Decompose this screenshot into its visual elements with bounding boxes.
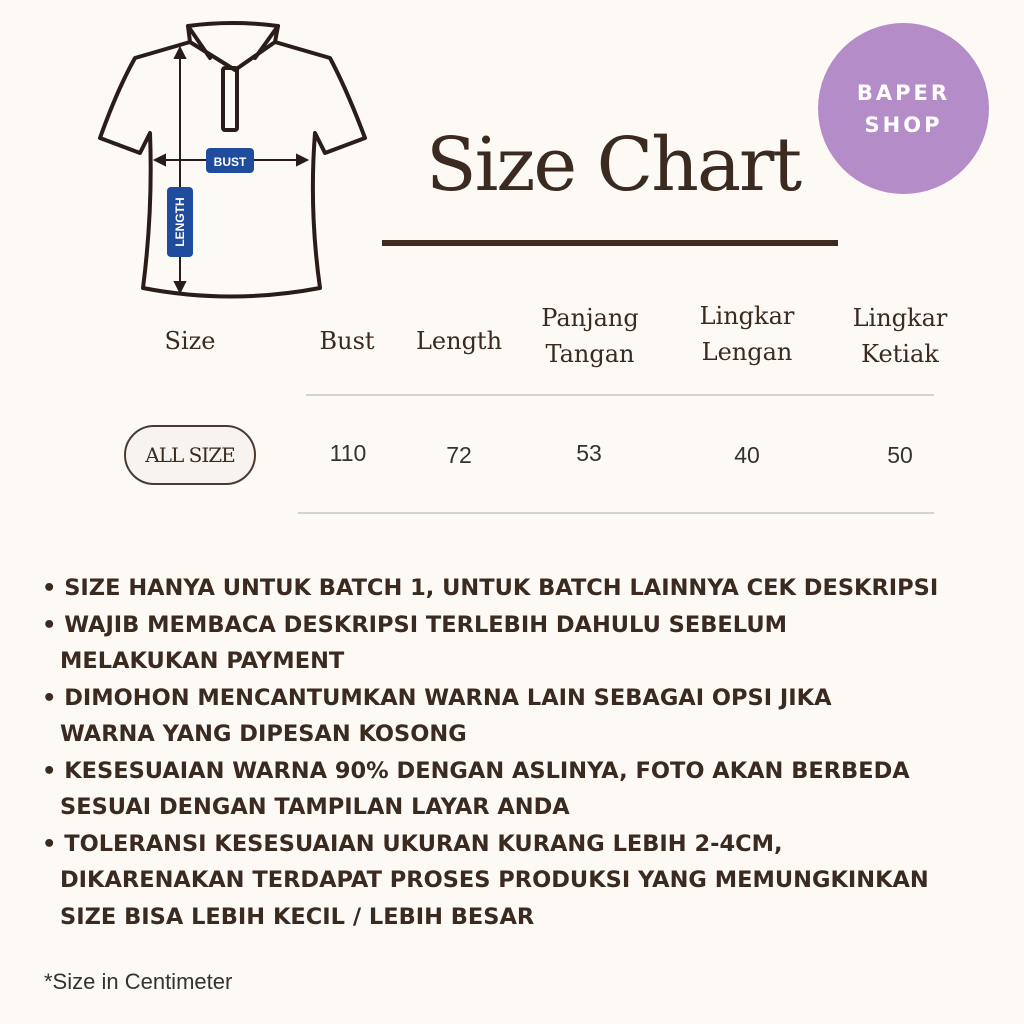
- header-panjang-tangan-line-2: Tangan: [545, 340, 635, 368]
- header-lingkar-lengan: [677, 298, 817, 370]
- header-size: Size: [164, 327, 216, 355]
- note-item: • DIMOHON MENCANTUMKAN WARNA LAIN SEBAGAI OPSI JIKA WARNA YANG DIPESAN KOSONG: [42, 680, 1002, 753]
- table-divider-bottom: [298, 512, 934, 514]
- shirt-diagram: [95, 20, 370, 305]
- baper-shop-logo: [818, 23, 989, 194]
- note-item: • KESESUAIAN WARNA 90% DENGAN ASLINYA, FOTO AKAN BERBEDA SESUAI DENGAN TAMPILAN LAYAR ANDA: [42, 753, 1002, 826]
- header-panjang-tangan-line-1: Panjang: [541, 304, 639, 332]
- logo-line-2: SHOP: [864, 112, 943, 137]
- value-lingkar-ketiak: 50: [887, 442, 913, 468]
- header-lingkar-ketiak-line-2: Ketiak: [861, 340, 939, 368]
- note-item: • TOLERANSI KESESUAIAN UKURAN KURANG LEBIH 2-4CM, DIKARENAKAN TERDAPAT PROSES PRODUKSI YANG MEMUNGKINKAN SIZE BISA LEBIH KECIL / LEBIH BESAR: [42, 826, 1002, 936]
- header-length: Length: [415, 327, 503, 355]
- title-divider: [382, 240, 838, 246]
- value-panjang-tangan: 53: [576, 440, 602, 466]
- header-lingkar-lengan-line-1: Lingkar: [699, 302, 795, 330]
- length-tag: [167, 187, 193, 257]
- length-tag-label: LENGTH: [173, 197, 187, 247]
- bust-tag-label: BUST: [213, 155, 247, 169]
- header-lingkar-ketiak-line-1: Lingkar: [852, 304, 948, 332]
- size-badge: ALL SIZE: [124, 425, 256, 485]
- bust-tag: [206, 148, 254, 173]
- header-lingkar-lengan-line-2: Lengan: [701, 338, 793, 366]
- note-item: • SIZE HANYA UNTUK BATCH 1, UNTUK BATCH LAINNYA CEK DESKRIPSI: [42, 570, 1002, 607]
- note-item: • WAJIB MEMBACA DESKRIPSI TERLEBIH DAHULU SEBELUM MELAKUKAN PAYMENT: [42, 607, 1002, 680]
- logo-line-1: BAPER: [856, 80, 951, 105]
- header-bust: Bust: [319, 327, 375, 355]
- footnote: *Size in Centimeter: [44, 969, 233, 994]
- notes-list: [42, 570, 1002, 935]
- page-title: Size Chart: [426, 122, 801, 208]
- header-lingkar-ketiak: [830, 300, 970, 372]
- table-divider-top: [306, 394, 934, 396]
- header-panjang-tangan: [520, 300, 660, 372]
- value-length: 72: [446, 442, 472, 468]
- value-lingkar-lengan: 40: [734, 442, 760, 468]
- value-bust: 110: [329, 440, 367, 466]
